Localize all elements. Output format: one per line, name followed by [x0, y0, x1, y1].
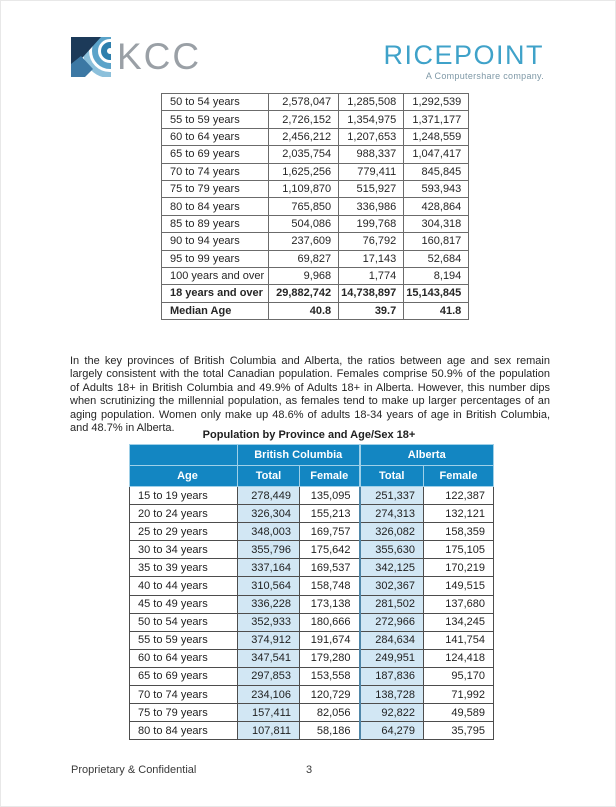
age-range-label: 75 to 79 years: [162, 180, 269, 197]
total-value: 2,035,754: [269, 146, 339, 163]
bc-female-value: 191,674: [300, 631, 360, 649]
bc-total-value: 157,411: [238, 704, 300, 722]
ab-total-value: 274,313: [360, 505, 424, 523]
female-value: 1,292,539: [404, 94, 469, 111]
age-range-label: 50 to 54 years: [130, 613, 238, 631]
total-value: 237,609: [269, 233, 339, 250]
male-value: 1,774: [339, 267, 404, 284]
male-value: 988,337: [339, 146, 404, 163]
group-header-row: [130, 445, 494, 466]
female-value: 304,318: [404, 215, 469, 232]
bc-female-value: 169,757: [300, 523, 360, 541]
age-range-label: 30 to 34 years: [130, 541, 238, 559]
bc-total-value: 278,449: [238, 487, 300, 505]
census-table-row: [162, 146, 469, 163]
total-value: 40.8: [269, 302, 339, 319]
census-table-row: [162, 267, 469, 284]
female-value: 845,845: [404, 163, 469, 180]
group-header-alberta: Alberta: [360, 445, 494, 466]
female-value: 593,943: [404, 180, 469, 197]
column-header-bc-total: Total: [238, 466, 300, 487]
total-value: 1,625,256: [269, 163, 339, 180]
total-value: 2,726,152: [269, 111, 339, 128]
census-table-row: [162, 302, 469, 319]
census-table-row: [162, 94, 469, 111]
age-range-label: Median Age: [162, 302, 269, 319]
age-range-label: 60 to 64 years: [130, 649, 238, 667]
census-table-row: [162, 215, 469, 232]
bc-total-value: 348,003: [238, 523, 300, 541]
total-value: 765,850: [269, 198, 339, 215]
total-value: 2,456,212: [269, 128, 339, 145]
ab-total-value: 302,367: [360, 577, 424, 595]
group-header-british-columbia: British Columbia: [238, 445, 360, 466]
age-range-label: 95 to 99 years: [162, 250, 269, 267]
female-value: 1,371,177: [404, 111, 469, 128]
census-table-row: [162, 233, 469, 250]
male-value: 336,986: [339, 198, 404, 215]
age-range-label: 20 to 24 years: [130, 505, 238, 523]
ab-total-value: 64,279: [360, 722, 424, 740]
bc-female-value: 155,213: [300, 505, 360, 523]
ab-total-value: 326,082: [360, 523, 424, 541]
ab-female-value: 175,105: [424, 541, 494, 559]
census-table: [161, 93, 469, 320]
kcc-logo-text: KCC: [117, 36, 202, 77]
kcc-logo-icon: [71, 37, 111, 77]
column-header-ab-female: Female: [424, 466, 494, 487]
bc-female-value: 82,056: [300, 704, 360, 722]
ab-female-value: 137,680: [424, 595, 494, 613]
bc-total-value: 310,564: [238, 577, 300, 595]
age-range-label: 45 to 49 years: [130, 595, 238, 613]
age-range-label: 70 to 74 years: [130, 686, 238, 704]
census-table-row: [162, 250, 469, 267]
bc-female-value: 120,729: [300, 686, 360, 704]
province-table-row: [130, 505, 494, 523]
female-value: 41.8: [404, 302, 469, 319]
total-value: 9,968: [269, 267, 339, 284]
age-range-label: 80 to 84 years: [130, 722, 238, 740]
age-range-label: 35 to 39 years: [130, 559, 238, 577]
ab-total-value: 251,337: [360, 487, 424, 505]
total-value: 2,578,047: [269, 94, 339, 111]
census-table-row: [162, 285, 469, 302]
bc-female-value: 135,095: [300, 487, 360, 505]
female-value: 1,248,559: [404, 128, 469, 145]
ab-female-value: 71,992: [424, 686, 494, 704]
female-value: 8,194: [404, 267, 469, 284]
total-value: 504,086: [269, 215, 339, 232]
bc-female-value: 153,558: [300, 667, 360, 685]
census-table-row: [162, 128, 469, 145]
total-value: 1,109,870: [269, 180, 339, 197]
province-table-head: [130, 445, 494, 487]
census-table-body: [162, 94, 469, 320]
bc-total-value: 297,853: [238, 667, 300, 685]
female-value: 1,047,417: [404, 146, 469, 163]
male-value: 14,738,897: [339, 285, 404, 302]
province-table-row: [130, 649, 494, 667]
ab-total-value: 342,125: [360, 559, 424, 577]
age-range-label: 80 to 84 years: [162, 198, 269, 215]
age-range-label: 65 to 69 years: [162, 146, 269, 163]
column-header-bc-female: Female: [300, 466, 360, 487]
province-table-row: [130, 704, 494, 722]
bc-total-value: 374,912: [238, 631, 300, 649]
male-value: 1,285,508: [339, 94, 404, 111]
ab-total-value: 284,634: [360, 631, 424, 649]
bc-total-value: 107,811: [238, 722, 300, 740]
census-table-row: [162, 163, 469, 180]
column-header-row: [130, 466, 494, 487]
bc-female-value: 58,186: [300, 722, 360, 740]
male-value: 17,143: [339, 250, 404, 267]
male-value: 1,354,975: [339, 111, 404, 128]
bc-total-value: 326,304: [238, 505, 300, 523]
bc-female-value: 179,280: [300, 649, 360, 667]
province-table-row: [130, 523, 494, 541]
group-header-spacer: [130, 445, 238, 466]
female-value: 15,143,845: [404, 285, 469, 302]
bc-female-value: 173,138: [300, 595, 360, 613]
age-range-label: 85 to 89 years: [162, 215, 269, 232]
age-range-label: 100 years and over: [162, 267, 269, 284]
census-table-row: [162, 198, 469, 215]
province-table-body: [130, 487, 494, 740]
age-range-label: 65 to 69 years: [130, 667, 238, 685]
female-value: 428,864: [404, 198, 469, 215]
column-header-age: Age: [130, 466, 238, 487]
ab-female-value: 149,515: [424, 577, 494, 595]
bc-female-value: 180,666: [300, 613, 360, 631]
province-table-row: [130, 595, 494, 613]
ricepoint-tagline: A Computershare company.: [425, 71, 544, 81]
province-table-title: Population by Province and Age/Sex 18+: [202, 429, 416, 441]
age-range-label: 15 to 19 years: [130, 487, 238, 505]
province-table-row: [130, 577, 494, 595]
bc-total-value: 352,933: [238, 613, 300, 631]
ab-female-value: 158,359: [424, 523, 494, 541]
ab-total-value: 272,966: [360, 613, 424, 631]
bc-female-value: 158,748: [300, 577, 360, 595]
age-range-label: 18 years and over: [162, 285, 269, 302]
age-range-label: 90 to 94 years: [162, 233, 269, 250]
ab-total-value: 187,836: [360, 667, 424, 685]
ricepoint-logo: [383, 41, 544, 81]
total-value: 29,882,742: [269, 285, 339, 302]
province-table-row: [130, 631, 494, 649]
ricepoint-logo-text: RICEPOINT: [383, 40, 544, 70]
bc-total-value: 355,796: [238, 541, 300, 559]
ab-female-value: 132,121: [424, 505, 494, 523]
province-table-row: [130, 686, 494, 704]
ab-female-value: 134,245: [424, 613, 494, 631]
male-value: 515,927: [339, 180, 404, 197]
age-range-label: 70 to 74 years: [162, 163, 269, 180]
bc-total-value: 336,228: [238, 595, 300, 613]
bc-total-value: 347,541: [238, 649, 300, 667]
bc-female-value: 175,642: [300, 541, 360, 559]
ab-total-value: 138,728: [360, 686, 424, 704]
male-value: 199,768: [339, 215, 404, 232]
ab-female-value: 35,795: [424, 722, 494, 740]
ab-female-value: 170,219: [424, 559, 494, 577]
age-range-label: 40 to 44 years: [130, 577, 238, 595]
census-table-row: [162, 111, 469, 128]
province-table-row: [130, 667, 494, 685]
province-table: [129, 444, 494, 740]
bc-total-value: 234,106: [238, 686, 300, 704]
ab-female-value: 141,754: [424, 631, 494, 649]
age-range-label: 55 to 59 years: [130, 631, 238, 649]
age-range-label: 50 to 54 years: [162, 94, 269, 111]
ab-total-value: 249,951: [360, 649, 424, 667]
male-value: 1,207,653: [339, 128, 404, 145]
age-range-label: 60 to 64 years: [162, 128, 269, 145]
footer-confidential-label: Proprietary & Confidential: [71, 764, 197, 776]
ab-female-value: 95,170: [424, 667, 494, 685]
bc-total-value: 337,164: [238, 559, 300, 577]
province-table-row: [130, 541, 494, 559]
census-table-row: [162, 180, 469, 197]
total-value: 69,827: [269, 250, 339, 267]
province-table-row: [130, 487, 494, 505]
female-value: 160,817: [404, 233, 469, 250]
ab-female-value: 124,418: [424, 649, 494, 667]
age-range-label: 55 to 59 years: [162, 111, 269, 128]
column-header-ab-total: Total: [360, 466, 424, 487]
male-value: 39.7: [339, 302, 404, 319]
province-table-row: [130, 559, 494, 577]
ab-total-value: 281,502: [360, 595, 424, 613]
province-table-row: [130, 722, 494, 740]
ab-female-value: 49,589: [424, 704, 494, 722]
ab-total-value: 355,630: [360, 541, 424, 559]
bc-female-value: 169,537: [300, 559, 360, 577]
footer-page-number: 3: [305, 764, 313, 776]
male-value: 76,792: [339, 233, 404, 250]
female-value: 52,684: [404, 250, 469, 267]
ab-total-value: 92,822: [360, 704, 424, 722]
ab-female-value: 122,387: [424, 487, 494, 505]
age-range-label: 75 to 79 years: [130, 704, 238, 722]
province-table-row: [130, 613, 494, 631]
body-paragraph: In the key provinces of British Columbia and Alberta, the ratios between age and sex remain largely consistent with the total Canadian population. Females comprise 50.9% of the population of Adults 18+ in British Columbia and 49.9% of Adults 18+ in Alberta. However, this number dips when scrutinizing the millennial population, as females tend to make up larger percentages of an aging population. Women only make up 48.6% of adults 18-34 years of age in British Columbia, and 48.7% in Alberta.: [70, 355, 550, 435]
kcc-logo: [71, 37, 201, 77]
male-value: 779,411: [339, 163, 404, 180]
age-range-label: 25 to 29 years: [130, 523, 238, 541]
